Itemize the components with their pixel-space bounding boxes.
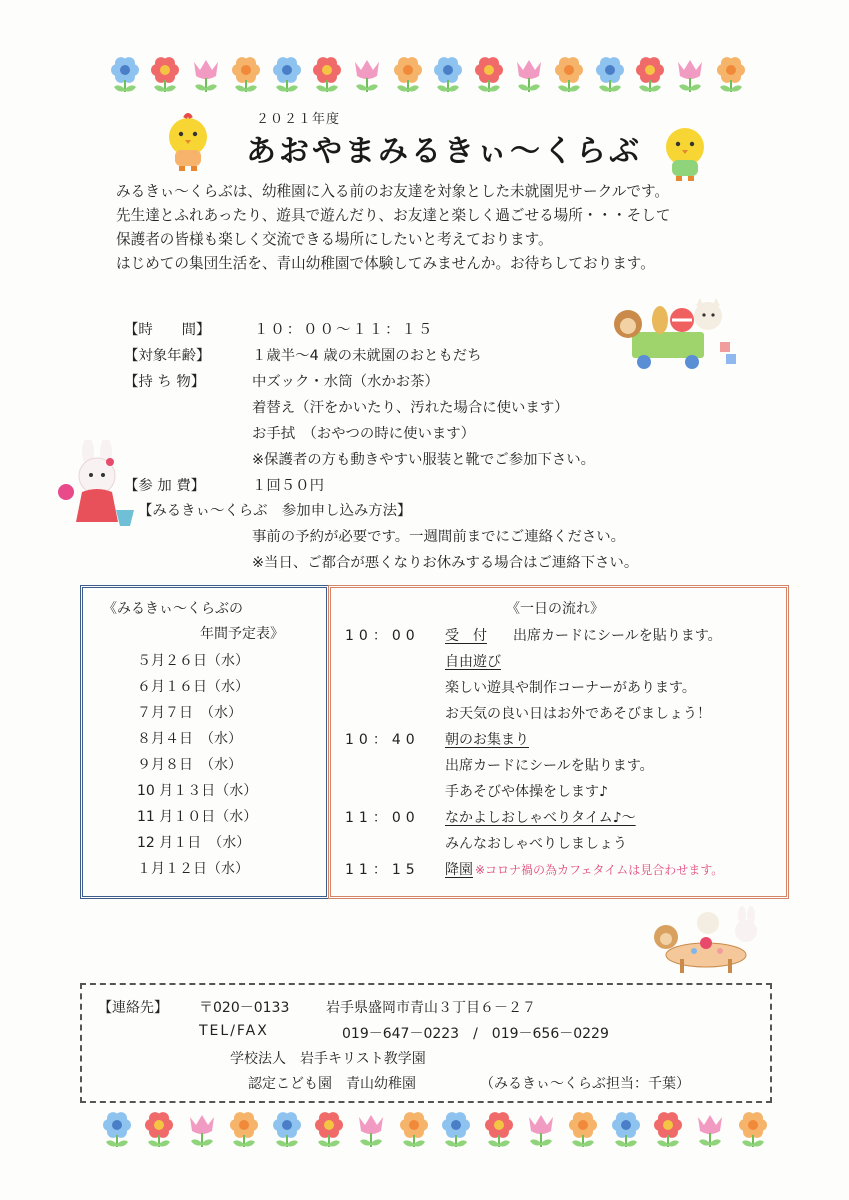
- flow-step: なかよしおしゃべりタイム♪～: [445, 810, 636, 826]
- schedule-date: 12 月１日 （水）: [137, 835, 251, 851]
- flower-icon: [229, 56, 263, 94]
- apply-1: 事前の予約が必要です。一週間前までにご連絡ください。: [252, 529, 626, 545]
- flow-desc: みんなおしゃべりしましょう: [445, 836, 627, 852]
- page-title: あおやまみるきぃ～くらぶ: [246, 134, 642, 169]
- covid-note: ※コロナ禍の為カフェタイムは見合わせます。: [475, 863, 724, 877]
- daily-flow-box: [328, 585, 789, 899]
- flower-icon: [439, 1111, 473, 1149]
- flower-icon: [350, 56, 384, 94]
- annual-schedule-box: [80, 585, 329, 899]
- flower-icon: [227, 1111, 261, 1149]
- age-value: １歳半～4 歳の未就園のおともだち: [252, 348, 482, 364]
- year-label: ２０２１年度: [256, 112, 341, 127]
- flower-icon: [693, 1111, 727, 1149]
- flower-icon: [310, 56, 344, 94]
- items-3: お手拭 （おやつの時に使います）: [252, 426, 476, 442]
- items-label: 【持 ち 物】: [124, 374, 206, 390]
- flow-step: 朝のお集まり: [445, 732, 529, 748]
- flower-icon: [148, 56, 182, 94]
- flower-icon: [512, 56, 546, 94]
- flow-step: 降園: [445, 862, 473, 878]
- flower-icon: [736, 1111, 770, 1149]
- age-label: 【対象年齢】: [124, 348, 211, 364]
- intro-line: 先生達とふれあったり、遊具で遊んだり、お友達と楽しく過ごせる場所・・・そして: [116, 207, 671, 224]
- postal-code: 〒020－0133: [199, 1000, 290, 1016]
- flower-icon: [552, 56, 586, 94]
- corporation: 学校法人 岩手キリスト教学園: [230, 1051, 426, 1067]
- schedule-date: ８月４日 （水）: [137, 731, 242, 747]
- flow-title: 《一日の流れ》: [506, 601, 604, 617]
- schedule-date: ６月１６日（水）: [137, 679, 249, 695]
- school-name: 認定こども園 青山幼稚園: [248, 1076, 416, 1092]
- flower-icon: [100, 1111, 134, 1149]
- flow-desc: 手あそびや体操をします♪: [445, 784, 608, 800]
- flower-icon: [472, 56, 506, 94]
- contact-label: 【連絡先】: [98, 1000, 168, 1016]
- flower-icon: [108, 56, 142, 94]
- flower-icon: [431, 56, 465, 94]
- flower-icon: [593, 56, 627, 94]
- intro-line: 保護者の皆様も楽しく交流できる場所にしたいと考えております。: [116, 231, 553, 248]
- flow-time: 10：40: [345, 732, 420, 748]
- flower-icon: [673, 56, 707, 94]
- flow-time: 10：00: [345, 628, 420, 644]
- flow-desc: 出席カードにシールを貼ります。: [445, 758, 654, 774]
- tea-party-icon: [650, 905, 762, 977]
- flower-icon: [397, 1111, 431, 1149]
- schedule-title-2: 年間予定表》: [200, 626, 284, 642]
- flower-icon: [651, 1111, 685, 1149]
- schedule-date: 11 月１０日（水）: [137, 809, 258, 825]
- schedule-date: 10 月１３日（水）: [137, 783, 258, 799]
- apply-label: 【みるきぃ～くらぶ 参加申し込み方法】: [138, 503, 412, 519]
- chick-right-icon: [662, 122, 708, 184]
- schedule-date: ５月２６日（水）: [137, 653, 249, 669]
- schedule-date: ９月８日 （水）: [137, 757, 242, 773]
- schedule-date: １月１２日（水）: [137, 861, 249, 877]
- intro-text: [116, 180, 776, 276]
- top-flower-border: [108, 55, 748, 95]
- address: 岩手県盛岡市青山３丁目６－２７: [326, 1000, 536, 1016]
- flower-icon: [312, 1111, 346, 1149]
- items-1: 中ズック・水筒（水かお茶）: [252, 374, 439, 390]
- time-value: １０：００～１１：１５: [254, 322, 435, 338]
- flower-icon: [185, 1111, 219, 1149]
- flow-step: 自由遊び: [445, 654, 501, 670]
- tel-fax: 019－647－0223 / 019－656－0229: [342, 1026, 609, 1042]
- flower-icon: [354, 1111, 388, 1149]
- chick-left-icon: [165, 112, 211, 174]
- intro-line: みるきぃ～くらぶは、幼稚園に入る前のお友達を対象とした未就園児サークルです。: [116, 183, 669, 200]
- flow-desc: 出席カードにシールを貼ります。: [513, 628, 722, 644]
- flower-icon: [524, 1111, 558, 1149]
- flower-icon: [482, 1111, 516, 1149]
- person-in-charge: （みるきぃ～くらぶ担当：千葉）: [480, 1076, 690, 1092]
- time-label: 【時 間】: [124, 322, 211, 338]
- flower-icon: [270, 1111, 304, 1149]
- flower-icon: [142, 1111, 176, 1149]
- flower-icon: [391, 56, 425, 94]
- contact-box: [80, 983, 772, 1103]
- flow-desc: 楽しい遊具や制作コーナーがあります。: [445, 680, 696, 696]
- tel-label: TEL/FAX: [199, 1023, 269, 1039]
- flower-icon: [566, 1111, 600, 1149]
- fee-label: 【参 加 費】: [124, 478, 206, 494]
- flower-icon: [189, 56, 223, 94]
- items-2: 着替え（汗をかいたり、汚れた場合に使います）: [252, 400, 569, 416]
- flow-time: 11：15: [345, 862, 420, 878]
- intro-line: はじめての集団生活を、青山幼稚園で体験してみませんか。お待ちしております。: [116, 255, 655, 272]
- flow-desc: お天気の良い日はお外であそびましょう！: [445, 706, 711, 722]
- flower-icon: [633, 56, 667, 94]
- fee-value: １回５０円: [252, 478, 324, 494]
- flow-time: 11：00: [345, 810, 420, 826]
- flower-icon: [714, 56, 748, 94]
- schedule-title-1: 《みるきぃ～くらぶの: [103, 601, 243, 617]
- schedule-date: ７月７日 （水）: [137, 705, 242, 721]
- flower-icon: [609, 1111, 643, 1149]
- flow-step: 受 付: [445, 628, 487, 644]
- bottom-flower-border: [100, 1110, 770, 1150]
- animals-wagon-icon: [610, 298, 740, 374]
- flower-icon: [270, 56, 304, 94]
- apply-2: ※当日、ご都合が悪くなりお休みする場合はご連絡下さい。: [252, 555, 639, 571]
- items-note: ※保護者の方も動きやすい服装と靴でご参加下さい。: [252, 452, 596, 468]
